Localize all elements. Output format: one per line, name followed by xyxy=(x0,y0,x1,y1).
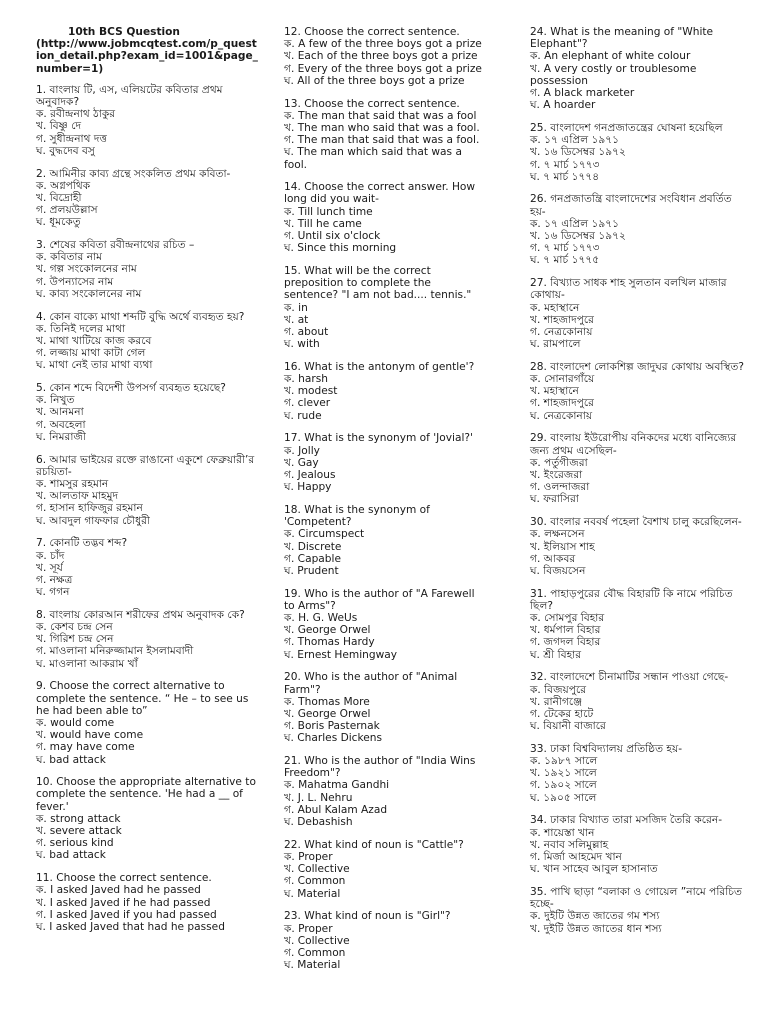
answer-option: ঘ. Since this morning xyxy=(284,242,397,255)
question-number: 21. xyxy=(284,755,301,768)
question-item xyxy=(530,432,750,505)
question-stem xyxy=(284,839,484,851)
answer-option: খ. ইংরেজরা xyxy=(530,469,583,481)
answer-option: ক. Jolly xyxy=(284,444,320,457)
answer-option: ঘ. bad attack xyxy=(36,849,106,862)
question-number: 32. xyxy=(530,671,547,684)
question-item xyxy=(530,743,750,804)
answer-option: গ. ১৯০২ সালে xyxy=(530,779,597,792)
answer-option: ঘ. Debashish xyxy=(284,816,353,829)
question-number: 26. xyxy=(530,193,547,206)
question-text: আমিনীর কাব্য গ্রন্থে সংকলিত প্রথম কবিতা- xyxy=(49,167,231,180)
answer-option: ক. অগ্নপথিক xyxy=(36,179,91,192)
question-text: কোন বাক্যে মাথা শব্দটি বুদ্ধি অর্থে ব্যবহৃত হয়? xyxy=(49,310,245,323)
answer-option: ক. Thomas More xyxy=(284,695,370,708)
question-item xyxy=(36,872,258,933)
question-item xyxy=(530,122,750,183)
question-item xyxy=(530,886,750,935)
answer-option: ঘ. ৭ মার্চ ১৭৭৫ xyxy=(530,254,600,267)
question-stem xyxy=(284,98,484,110)
question-stem xyxy=(284,26,484,38)
question-text: শেষের কবিতা রবীন্দ্রনাথের রচিত – xyxy=(49,239,195,252)
answer-option: ঘ. আবদুল গাফফার চৌধুরী xyxy=(36,514,150,527)
question-item xyxy=(284,504,484,577)
question-item xyxy=(36,311,258,372)
answer-option: ঘ. Material xyxy=(284,959,341,972)
answer-option: গ. Common xyxy=(284,946,346,959)
question-number: 17. xyxy=(284,432,301,445)
question-text: Choose the correct sentence. xyxy=(56,872,212,885)
answer-option: খ. I asked Javed if he had passed xyxy=(36,896,211,909)
question-item xyxy=(284,671,484,744)
answer-option: খ. J. L. Nehru xyxy=(284,791,353,804)
answer-option: ঘ. I asked Javed that had he passed xyxy=(36,921,225,933)
question-stem xyxy=(284,181,484,205)
answer-option: ঘ. কাব্য সংকোলনের নাম xyxy=(36,287,142,300)
answer-option: গ. about xyxy=(284,325,329,338)
answer-option: খ. শাহজাদপুরে xyxy=(530,313,594,326)
question-item xyxy=(530,516,750,577)
answer-option: খ. মহাস্থানে xyxy=(530,385,579,398)
answer-option: গ. অবহেলা xyxy=(36,418,86,431)
question-number: 30. xyxy=(530,516,547,529)
question-item xyxy=(530,26,750,111)
answer-option: ক. ১৭ এপ্রিল ১৯৭১ xyxy=(530,134,620,147)
question-text: Choose the correct sentence. xyxy=(304,97,460,110)
question-text: বাংলার নববর্ষ পহেলা বৈশাখ চালু করেছিলেন- xyxy=(550,516,742,529)
answer-option: খ. ১৯২১ সালে xyxy=(530,767,597,780)
question-number: 5. xyxy=(36,382,47,395)
question-stem xyxy=(36,168,258,180)
question-number: 4. xyxy=(36,310,47,323)
answer-option: ঘ. বিয়ানী বাজারে xyxy=(530,720,606,733)
question-number: 16. xyxy=(284,360,301,373)
answer-option: খ. Collective xyxy=(284,863,350,876)
question-item xyxy=(284,98,484,171)
question-number: 11. xyxy=(36,872,53,885)
answer-option: ক. শামসুর রহমান xyxy=(36,478,109,490)
question-stem xyxy=(284,504,484,528)
answer-option: গ. টেকের হাটে xyxy=(530,707,594,720)
answer-option: খ. ইলিয়াস শাহ xyxy=(530,540,595,553)
answer-option: ঘ. Charles Dickens xyxy=(284,732,383,745)
question-text: What is the synonym of 'Competent? xyxy=(284,503,430,529)
answer-option: ঘ. বিজয়সেন xyxy=(530,564,586,577)
answer-option: ঘ. শ্রী বিহার xyxy=(530,648,582,661)
answer-option: খ. Gay xyxy=(284,456,319,469)
answer-option: ঘ. মাথা নেই তার মাথা ব্যথা xyxy=(36,359,153,372)
answer-option: গ. আকবর xyxy=(530,552,576,565)
question-stem xyxy=(36,454,258,478)
question-number: 8. xyxy=(36,608,47,621)
answer-option: গ. Capable xyxy=(284,552,341,565)
answer-option: খ. সূর্য xyxy=(36,561,63,574)
answer-option: গ. I asked Javed if you had passed xyxy=(36,908,217,921)
answer-option: ক. The man that said that was a fool xyxy=(284,109,477,122)
question-stem xyxy=(530,814,750,826)
question-number: 15. xyxy=(284,264,301,277)
answer-option: গ. A black marketer xyxy=(530,87,635,100)
answer-option: খ. বিদ্রোহী xyxy=(36,191,82,204)
answer-option: গ. সুধীন্দ্রনাথ দত্ত xyxy=(36,132,107,145)
question-text: What will be the correct preposition to complete the sentence? "I am not bad.... tennis." xyxy=(284,264,472,302)
question-text: What is the antonym of gentle'? xyxy=(304,360,475,373)
answer-option: খ. মাথা খাটিয়ে কাজ করবে xyxy=(36,334,152,347)
question-stem xyxy=(36,84,258,108)
answer-option: গ. নক্ষত্র xyxy=(36,573,73,586)
answer-option: ঘ. খান সাহেব আবুল হাসানাত xyxy=(530,863,658,876)
question-item xyxy=(36,776,258,861)
answer-option: খ. would have come xyxy=(36,729,144,742)
question-text: Who is the author of "India Wins Freedom"? xyxy=(284,755,476,780)
answer-option: খ. A very costly or troublesome possession xyxy=(530,62,697,87)
answer-option: ক. লক্ষনসেন xyxy=(530,528,585,541)
answer-option: ঘ. All of the three boys got a prize xyxy=(284,74,465,87)
question-item xyxy=(530,193,750,266)
question-item xyxy=(530,814,750,875)
answer-option: গ. may have come xyxy=(36,741,135,754)
question-number: 23. xyxy=(284,910,301,923)
question-number: 29. xyxy=(530,432,547,445)
question-stem xyxy=(530,516,750,528)
answer-option: ক. Mahatma Gandhi xyxy=(284,779,390,792)
answer-option: ঘ. ধূমকেতু xyxy=(36,216,81,229)
answer-option: গ. হাসান হাফিজুর রহমান xyxy=(36,502,143,515)
answer-option: খ. নবাব সলিমুল্লাহ xyxy=(530,838,609,851)
question-number: 35. xyxy=(530,885,547,898)
question-number: 33. xyxy=(530,742,547,755)
question-stem xyxy=(284,910,484,922)
question-item xyxy=(530,277,750,350)
question-item xyxy=(284,588,484,661)
answer-option: ক. Circumspect xyxy=(284,528,365,541)
answer-option: খ. গল্প সংকোলনের নাম xyxy=(36,263,137,276)
question-text: ঢাকার বিখ্যাত তারা মসজিদ তৈরি করেন- xyxy=(550,814,723,827)
answer-option: ক. তিনিই দলের মাথা xyxy=(36,322,126,335)
answer-option: ঘ. bad attack xyxy=(36,753,106,766)
question-text: What kind of noun is "Girl"? xyxy=(304,910,451,923)
question-number: 6. xyxy=(36,453,47,466)
answer-option: গ. Abul Kalam Azad xyxy=(284,803,388,816)
question-stem xyxy=(530,743,750,755)
answer-option: খ. Discrete xyxy=(284,540,342,553)
question-text: বাংলায় ইউরোপীয় বনিকদের মধ্যে বানিজ্যের জন্য প্রথম এসেছিল- xyxy=(530,432,737,457)
answer-option: ক. ১৭ এপ্রিল ১৯৭১ xyxy=(530,217,620,230)
question-number: 14. xyxy=(284,181,301,194)
question-item xyxy=(284,755,484,828)
answer-option: ঘ. A hoarder xyxy=(530,99,596,112)
question-stem xyxy=(530,193,750,217)
question-text: বাংলায় টি, এস, এলিয়টের কবিতার প্রথম অনুবাদক? xyxy=(36,83,223,109)
answer-option: ক. I asked Javed had he passed xyxy=(36,884,201,897)
answer-option: ক. কেশব চন্দ্র সেন xyxy=(36,621,113,634)
question-text: Choose the correct alternative to complete the sentence. “ He – to see us he had been able to” xyxy=(36,680,249,717)
answer-option: গ. Jealous xyxy=(284,469,336,481)
answer-option: খ. ১৬ ডিসেম্বর ১৯৭২ xyxy=(530,230,626,243)
answer-option: ক. in xyxy=(284,301,308,314)
answer-option: গ. clever xyxy=(284,397,331,410)
question-number: 20. xyxy=(284,671,301,684)
question-text: Choose the appropriate alternative to complete the sentence. 'He had a __ of fever.' xyxy=(36,776,256,813)
answer-option: ঘ. গগন xyxy=(36,586,70,599)
answer-option: গ. The man that said that was a fool. xyxy=(284,134,480,147)
question-stem xyxy=(530,588,750,612)
question-text: কোনটি তদ্ভব শব্দ? xyxy=(49,537,128,550)
answer-option: খ. The man who said that was a fool. xyxy=(284,121,480,134)
answer-option: ক. সোনারগাঁয়ে xyxy=(530,373,595,386)
question-number: 18. xyxy=(284,503,301,516)
question-stem xyxy=(36,776,258,813)
answer-option: ক. harsh xyxy=(284,373,328,386)
question-item xyxy=(36,84,258,157)
question-number: 22. xyxy=(284,838,301,851)
question-stem xyxy=(530,26,750,50)
answer-option: গ. প্রলয়উল্লাস xyxy=(36,204,98,217)
answer-option: ক. চাঁদ xyxy=(36,549,65,562)
answer-option: গ. শাহজাদপুরে xyxy=(530,397,594,410)
answer-option: ক. A few of the three boys got a prize xyxy=(284,38,482,51)
question-number: 28. xyxy=(530,360,547,373)
answer-option: ঘ. Happy xyxy=(284,481,332,494)
question-item xyxy=(36,454,258,527)
question-stem xyxy=(284,265,484,302)
answer-option: ঘ. rude xyxy=(284,409,322,422)
question-stem xyxy=(36,311,258,323)
answer-option: গ. ৭ মার্চ ১৭৭৩ xyxy=(530,242,600,255)
answer-option: খ. George Orwel xyxy=(284,624,371,637)
answer-option: গ. serious kind xyxy=(36,837,114,850)
answer-option: ঘ. ফরাসিরা xyxy=(530,493,579,506)
question-stem xyxy=(284,671,484,695)
answer-option: ক. সোমপুর বিহার xyxy=(530,612,605,625)
question-text: Choose the correct sentence. xyxy=(304,26,460,38)
question-number: 19. xyxy=(284,587,301,600)
answer-option: ক. নিখুত xyxy=(36,394,75,407)
question-text: What kind of noun is "Cattle"? xyxy=(304,838,464,851)
column-3 xyxy=(530,26,750,945)
question-item xyxy=(530,588,750,661)
answer-option: ক. strong attack xyxy=(36,812,121,825)
question-stem xyxy=(36,609,258,621)
question-item xyxy=(284,265,484,350)
question-text: বাংলায় কোরআন শরীফের প্রথম অনুবাদক কে? xyxy=(49,608,245,621)
answer-option: ঘ. Prudent xyxy=(284,564,339,577)
answer-option: গ. Every of the three boys got a prize xyxy=(284,62,482,75)
answer-option: ঘ. Material xyxy=(284,887,341,900)
answer-option: খ. Till he came xyxy=(284,217,362,230)
question-item xyxy=(36,609,258,670)
answer-option: খ. বিষ্ণু দে xyxy=(36,120,82,133)
answer-option: ক. Till lunch time xyxy=(284,205,373,218)
answer-option: ক. An elephant of white colour xyxy=(530,50,691,63)
answer-option: খ. আনমনা xyxy=(36,406,84,419)
title-text: 10th BCS Question xyxy=(68,26,180,38)
question-text: বাংলাদেশ লোকশিল্প জাদুঘর কোথায় অবস্থিত? xyxy=(550,360,744,373)
question-number: 1. xyxy=(36,83,47,96)
question-item xyxy=(36,168,258,229)
question-stem xyxy=(284,755,484,779)
question-text: পাখি ছাড়া “বলাকা ও গোয়েল ”নামে পরিচিত হচ্ছে- xyxy=(530,885,742,911)
answer-option: গ. Boris Pasternak xyxy=(284,720,380,733)
answer-option: ক. ১৯৮৭ সালে xyxy=(530,755,598,768)
question-number: 7. xyxy=(36,537,47,550)
question-item xyxy=(530,361,750,422)
question-text: আমার ভাইয়ের রক্তে রাঙানো একুশে ফেব্রুয়ারী’র রচয়িতা- xyxy=(36,453,255,478)
answer-option: খ. Each of the three boys got a prize xyxy=(284,50,478,63)
answer-option: খ. Collective xyxy=(284,934,350,947)
answer-option: ক. মহাস্থানে xyxy=(530,301,580,314)
question-stem xyxy=(530,432,750,456)
answer-option: ঘ. নেত্রকোনায় xyxy=(530,409,593,422)
answer-option: খ. রানীগঞ্জে xyxy=(530,695,583,708)
question-number: 10. xyxy=(36,776,53,789)
question-number: 27. xyxy=(530,277,547,290)
answer-option: গ. মির্জা আহমেদ খান xyxy=(530,850,622,863)
question-number: 34. xyxy=(530,814,547,827)
question-item xyxy=(284,26,484,87)
question-item xyxy=(530,671,750,732)
column-1 xyxy=(36,26,258,944)
question-stem xyxy=(530,671,750,683)
question-number: 9. xyxy=(36,680,47,693)
answer-option: খ. দুইটি উন্নত জাতের ধান শস্য xyxy=(530,922,662,935)
answer-option: ক. শায়েস্তা খান xyxy=(530,826,595,839)
answer-option: ঘ. ৭ মার্চ ১৭৭৪ xyxy=(530,170,600,183)
answer-option: গ. লজ্জায় মাথা কাটা গেল xyxy=(36,347,146,360)
question-stem xyxy=(530,277,750,301)
question-item xyxy=(284,432,484,493)
question-number: 12. xyxy=(284,26,301,38)
question-text: What is the synonym of 'Jovial?' xyxy=(304,432,473,445)
question-number: 3. xyxy=(36,239,47,252)
question-number: 13. xyxy=(284,97,301,110)
question-item xyxy=(284,910,484,971)
answer-option: গ. Until six o'clock xyxy=(284,230,381,243)
answer-option: ঘ. with xyxy=(284,338,320,351)
question-item xyxy=(284,839,484,900)
answer-option: গ. মাওলানা মনিরুজ্জামান ইসলামবাদী xyxy=(36,645,194,658)
question-text: বাংলাদেশ গনপ্রজাতন্ত্রের ঘোষনা হয়েছিল xyxy=(550,121,723,134)
answer-option: ঘ. ১৯০৫ সালে xyxy=(530,791,597,804)
answer-option: খ. গিরিশ চন্দ্র সেন xyxy=(36,633,114,646)
answer-option: ঘ. রামপালে xyxy=(530,338,581,351)
answer-option: খ. modest xyxy=(284,385,338,398)
question-stem xyxy=(36,680,258,717)
answer-option: গ. Common xyxy=(284,875,346,888)
answer-option: খ. George Orwel xyxy=(284,707,371,720)
question-text: Who is the author of "A Farewell to Arms"? xyxy=(284,587,475,612)
question-number: 31. xyxy=(530,587,547,600)
question-stem xyxy=(530,886,750,910)
question-item xyxy=(36,239,258,300)
question-number: 24. xyxy=(530,26,547,38)
question-text: Choose the correct answer. How long did you wait- xyxy=(284,181,476,206)
answer-option: ঘ. Ernest Hemingway xyxy=(284,648,398,661)
answer-option: গ. উপন্যাসের নাম xyxy=(36,275,114,288)
question-text: গনপ্রজাতন্ত্রি বাংলাদেশের সংবিধান প্রবর্তিত হয়- xyxy=(530,193,732,218)
question-text: Who is the author of "Animal Farm"? xyxy=(284,671,458,696)
answer-option: ঘ. The man which said that was a fool. xyxy=(284,146,462,171)
answer-option: ঘ. নিমরাজী xyxy=(36,430,86,443)
question-text: ঢাকা বিশ্ববিদ্যালয় প্রতিষ্ঠিত হয়- xyxy=(550,742,683,755)
answer-option: খ. at xyxy=(284,313,309,326)
answer-option: ক. পর্তুগীজরা xyxy=(530,456,588,469)
answer-option: খ. ১৬ ডিসেম্বর ১৯৭২ xyxy=(530,146,626,159)
question-stem xyxy=(284,432,484,444)
source-url: (http://www.jobmcqtest.com/p_question_detail.php?exam_id=1001&page_number=1) xyxy=(36,38,258,75)
question-number: 2. xyxy=(36,167,47,180)
question-stem xyxy=(36,537,258,549)
answer-option: খ. ধর্মপাল বিহার xyxy=(530,624,601,637)
answer-option: ক. Proper xyxy=(284,850,333,863)
answer-option: ক. রবীন্দ্রনাথ ঠাকুর xyxy=(36,108,116,121)
answer-option: গ. নেত্রকোনায় xyxy=(530,325,593,338)
question-stem xyxy=(36,382,258,394)
question-text: কোন শব্দে বিদেশী উপসর্গ ব্যবহৃত হয়েছে? xyxy=(49,382,226,395)
answer-option: ক. H. G. WeUs xyxy=(284,612,358,625)
question-item xyxy=(284,361,484,422)
question-item xyxy=(36,537,258,598)
answer-option: খ. আলতাফ মাহমুদ xyxy=(36,490,119,503)
question-number: 25. xyxy=(530,121,547,134)
question-item xyxy=(284,181,484,254)
question-text: বিখ্যাত সাধক শাহ সুলতান বলখিল মাজার কোথায়- xyxy=(530,277,727,302)
answer-option: ক. কবিতার নাম xyxy=(36,251,102,264)
question-item xyxy=(36,382,258,443)
question-text: What is the meaning of "White Elephant"? xyxy=(530,26,714,51)
question-stem xyxy=(36,872,258,884)
question-stem xyxy=(36,239,258,251)
question-text: বাংলাদেশে চীনামাটির সন্ধান পাওয়া গেছে- xyxy=(550,671,729,684)
question-stem xyxy=(530,361,750,373)
question-stem xyxy=(284,588,484,612)
question-stem xyxy=(530,122,750,134)
answer-option: গ. ওলন্দাজরা xyxy=(530,481,590,494)
answer-option: খ. severe attack xyxy=(36,825,122,838)
question-text: পাহাড়পুরের বৌদ্ধ বিহারটি কি নামে পরিচিত ছিল? xyxy=(530,587,733,612)
answer-option: গ. জগদল বিহার xyxy=(530,636,601,649)
answer-option: ক. বিজয়পুরে xyxy=(530,683,587,696)
question-item xyxy=(36,680,258,765)
question-stem xyxy=(284,361,484,373)
document-title xyxy=(36,26,258,75)
answer-option: ক. Proper xyxy=(284,922,333,935)
answer-option: ক. দুইটি উন্নত জাতের গম শস্য xyxy=(530,910,660,923)
answer-option: গ. Thomas Hardy xyxy=(284,636,375,649)
answer-option: ঘ. বুদ্ধদেব বসু xyxy=(36,144,95,157)
answer-option: ক. would come xyxy=(36,716,115,729)
answer-option: গ. ৭ মার্চ ১৭৭৩ xyxy=(530,158,600,171)
column-2 xyxy=(284,26,484,982)
answer-option: ঘ. মাওলানা আকরাম খাঁ xyxy=(36,657,138,670)
